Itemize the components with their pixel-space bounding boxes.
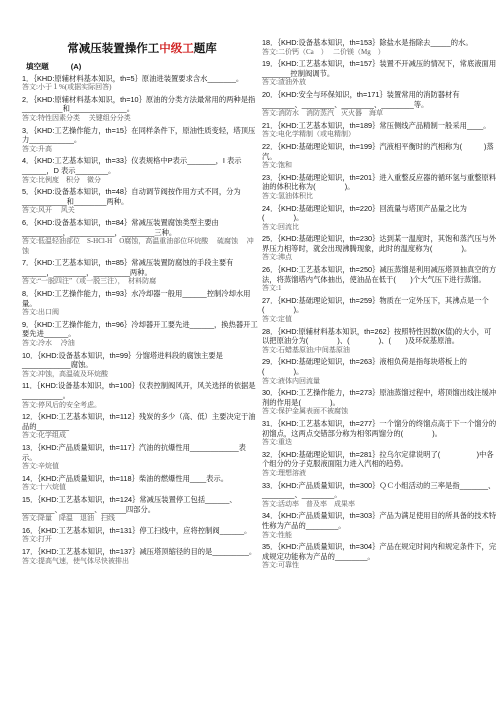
question-text: 12．｛KHD:工艺基本知识，th=112｝残炭的多少（高、低）主要决定于油品的________: [22, 412, 256, 431]
question-text: 5．｛KHD:设备基本知识，th=48｝自动调节阀按作用方式不同，分为___________和________两种。: [22, 187, 241, 206]
right-column: [262, 38, 498, 573]
question-text: 21．｛KHD:工艺基本知识，th=189｝常压侧线产品精制一般采用____。: [262, 120, 491, 130]
answer-text: 答文:电化学精制（或电精制）: [262, 130, 355, 139]
question-text: 17．｛KHD:工艺基本知识，th=137｝减压塔顶缩径的目的是_________。: [22, 546, 257, 556]
question-text: 33．｛KHD:产品质量知识，th=300｝ＱＣ小组活动的三率是指_______、________、________。: [262, 480, 496, 500]
question-text: 22．｛KHD:基础理论知识，th=199｝汽液相平衡时的汽相称为( )蒸汽。: [262, 141, 494, 161]
left-column: [22, 44, 258, 568]
answer-text: 答文:二价钙（Ca ） 二价镁（Mg ）: [262, 47, 385, 56]
answer-text: 答文:提高气速，使气体尽快被排出: [22, 556, 129, 565]
answer-text: 答文:“一脱四注”（或一脱三注）， 材料防腐: [22, 277, 157, 286]
answer-text: 答文:冲蚀，高温硫及环烷酸: [22, 369, 108, 378]
question-text: 14．｛KHD:产品质量知识，th=118｝柴油的燃爆性用____表示。: [22, 473, 229, 483]
answer-text: 答文:辛烷值: [22, 462, 59, 471]
answer-text: 答文:小于１%(或据实际回答): [22, 83, 112, 92]
question-text: 15．｛KHD:工艺基本知识，th=124｝常减压装置停工包括______、________、________、______四部分。: [22, 494, 237, 514]
answer-text: 答文:性能: [262, 530, 292, 539]
title-text: 常减压装置操作工: [67, 43, 160, 55]
answer-text: 答文:十六烷值: [22, 483, 66, 492]
answer-text: 答文:渣油外放: [262, 78, 306, 87]
title-highlight: 中级工: [159, 43, 194, 55]
question-text: 10．｛KHD:设备基本知识，th=99｝分馏塔进料段的腐蚀主要是____________腐蚀。: [22, 350, 223, 370]
question-text: 4．｛KHD:工艺基本知识，th=33｝仪表规格中P表示_______，I 表示______，D 表示________。: [22, 156, 242, 175]
question-text: 25．｛KHD:基础理论知识，th=230｝达到某一温度时，其饱和蒸汽压与外界压力相等时，就会出现沸腾现象，此时的温度称为( )。: [262, 234, 497, 253]
question-text: 29．｛KHD:基础理论知识，th=263｝液相负荷是指每块塔板上的( )。: [262, 357, 467, 376]
question-text: 27．｛KHD:基础理论知识，th=259｝物质在一定外压下，其沸点是一个( )。: [262, 295, 489, 315]
section-heading: [26, 62, 258, 72]
question-text: 2．｛KHD:原辅材料基本知识，th=10｝原油的分类方法最常用的两种是指__________和______________。: [22, 94, 256, 114]
answer-text: 答文:冷水 冷油: [22, 339, 75, 348]
question-text: 28．｛KHD:原辅材料基本知识，th=262｝按照特性因数(K值)的大小，可以把原油分为( )、( )、( )及环烷基原油。: [262, 326, 492, 346]
answer-text: 答文:液体内回流量: [262, 376, 320, 385]
question-text: 35．｛KHD:产品质量知识，th=304｝产品在规定时间内和规定条件下，完成规定功能称为产品的________。: [262, 542, 497, 561]
answer-text: 答文:低温轻油部位 S-HCl-H O腐蚀，高温重油部位环烷酸 硫腐蚀 冲蚀: [22, 237, 254, 255]
answer-text: 答文:特性因素分类 关键组分分类: [22, 113, 131, 122]
question-text: 7．｛KHD:工艺基本知识，th=85｝常减压装置防腐蚀的手段主要有______，________，_________两种。: [22, 258, 234, 277]
question-text: 31．｛KHD:工艺基本知识，th=277｝一个馏分的终馏点高于下一个馏分的初馏点，这两点交错部分称为相邻两馏分的( )。: [262, 418, 497, 438]
answer-text: 答文:打开: [22, 535, 52, 544]
question-text: 24．｛KHD:基础理论知识，th=220｝回流量与塔顶产品量之比为( )。: [262, 203, 467, 223]
answer-text: 答文:可靠性: [262, 561, 299, 570]
question-text: 23．｛KHD:基础理论知识，th=201｝进入重整反应器的循环氢与重整原料油的体积比称为( )。: [262, 172, 497, 192]
question-text: 16．｛KHD:工艺基本知识，th=131｝停工扫线中，应将控制阀______。: [22, 525, 252, 535]
section-label: 填空题: [26, 62, 49, 71]
answer-text: 答文:沸点: [262, 253, 292, 262]
answer-text: 答文:升高: [22, 144, 52, 153]
question-text: 34．｛KHD:产品质量知识，th=303｝产品为满足使用目的所具备的技术特性称为产品的________。: [262, 511, 497, 530]
answer-text: 答文:理想溶液: [262, 468, 306, 477]
question-text: 32．｛KHD:基础理论知识，th=281｝拉乌尔定律说明了( )中各个组分的分子克服液面阻力进入汽相的趋势。: [262, 449, 494, 469]
answer-text: 答文:降量 降温 退油 扫线: [22, 514, 115, 523]
question-text: 30．｛KHD:工艺操作能力，th=273｝原油蒸馏过程中，塔顶馏出线注缓冲剂的作用是( )。: [262, 388, 497, 407]
question-text: 19．｛KHD:工艺基本知识，th=157｝装置不开减压的情况下，常底液面用_______控制阀调节。: [262, 59, 497, 78]
answer-text: 答文:定值: [262, 315, 292, 324]
answer-text: 答文:消防水 消防蒸汽 灭火器 海草: [262, 109, 383, 118]
answer-text: 答文:风开 风关: [22, 206, 75, 215]
question-text: 3．｛KHD:工艺操作能力，th=15｝在同样条件下，原油性质变轻，塔顶压力___________。: [22, 125, 256, 145]
answer-text: 答文:活动率 普及率 成果率: [262, 499, 355, 508]
question-text: 11．｛KHD:设备基本知识，th=100｝仪表控制阀风开，风关选择的依据是__________。: [22, 381, 256, 400]
question-text: 9．｛KHD:工艺操作能力，th=96｝冷却器开工要先进______，换热器开工要先进______。: [22, 319, 258, 339]
answer-text: 答文:比例度 积分 微分: [22, 175, 101, 184]
answer-text: 答文:回流比: [262, 222, 299, 231]
answer-text: 答文:化学组成: [22, 431, 66, 440]
question-text: 26．｛KHD:工艺基本知识，th=250｝减压蒸馏是利用减压塔顶抽真空的方法，将蒸馏塔内气体抽出，使油品在低于( )个大气压下进行蒸馏。: [262, 265, 497, 284]
answer-text: 答文:重迭: [262, 438, 292, 447]
answer-text: 答文:1: [262, 284, 282, 293]
answer-text: 答文:停风后的安全考虑。: [22, 400, 101, 409]
title-suffix: 题库: [193, 43, 217, 55]
answer-text: 答文:氢油体积比: [262, 191, 313, 200]
answer-text: 答文:保护金属表面不被腐蚀: [262, 407, 348, 416]
answer-text: 答文:饱和: [262, 161, 292, 170]
question-text: 18．｛KHD:设备基本知识，th=153｝除盐水是指除去_____的水。: [262, 38, 473, 47]
question-text: 20．｛KHD:安全与环保知识，th=171｝装置常用的消防器材有________、________、________、________等。: [262, 89, 460, 109]
question-text: 1．｛KHD:原辅材料基本知识，th=5｝原油进装置要求含水_______。: [22, 73, 244, 83]
section-sub: (A): [70, 62, 82, 71]
question-text: 13．｛KHD:产品质量知识，th=117｝汽油的抗爆性用____________表示。: [22, 442, 246, 462]
answer-text: 答文:石蜡基原油;中间基原油: [262, 345, 350, 354]
answer-text: 答文:出口阀: [22, 308, 59, 317]
question-text: 8．｛KHD:工艺操作能力，th=93｝水冷却器一般用______控制冷却水用量。: [22, 289, 251, 308]
question-text: 6．｛KHD:设备基本知识，th=84｝常减压装置腐蚀类型主要由__________，___________，________三种。: [22, 217, 219, 237]
